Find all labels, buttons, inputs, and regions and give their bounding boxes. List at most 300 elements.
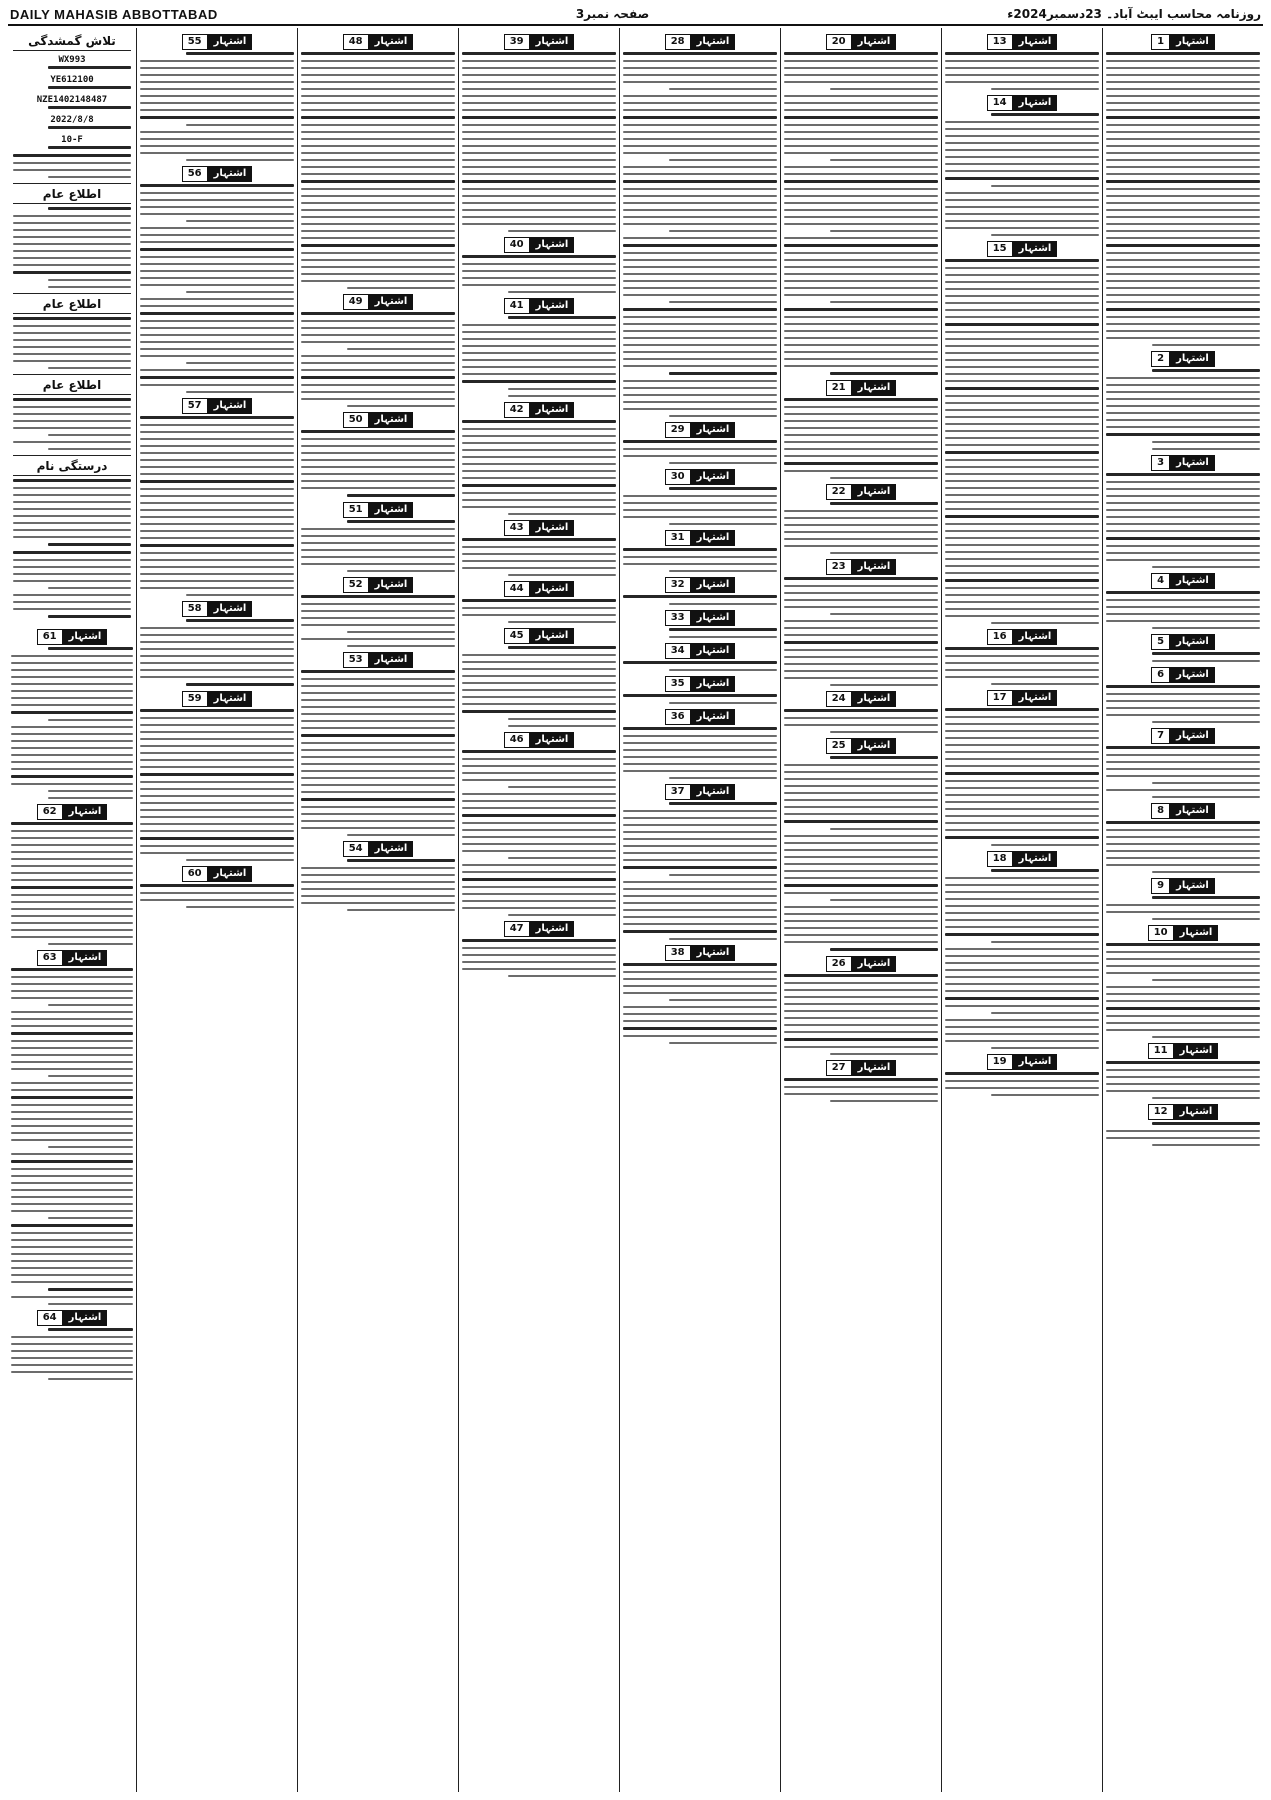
masthead: [8, 6, 1263, 26]
ad-number-tab: [826, 559, 897, 575]
text-line: [301, 563, 455, 565]
column-3: [780, 28, 941, 1792]
text-line: [140, 452, 294, 454]
text-line: [11, 733, 133, 735]
text-line: [991, 622, 1099, 624]
ad-label: اشتہار: [530, 732, 575, 748]
text-line: [784, 406, 938, 408]
ad-heading: [1106, 667, 1260, 683]
text-line: [623, 180, 777, 183]
ad-number: 27: [826, 1060, 852, 1076]
text-line: [991, 88, 1099, 90]
text-line: [784, 849, 938, 851]
ad-number-tab: [826, 34, 897, 50]
text-line: [301, 280, 455, 282]
ad-heading: [301, 34, 455, 50]
ad-number-tab: [665, 422, 736, 438]
text-line: [945, 359, 1099, 361]
text-line: [784, 577, 938, 580]
text-line: [623, 337, 777, 339]
ad-number-tab: [987, 690, 1058, 706]
ad-number-tab: [987, 241, 1058, 257]
text-line: [623, 881, 777, 883]
text-line: [462, 52, 616, 55]
text-line: [1106, 166, 1260, 168]
text-line: [11, 1232, 133, 1234]
ad-label: اشتہار: [852, 738, 897, 754]
ad-label: اشتہار: [691, 784, 736, 800]
text-line: [784, 620, 938, 622]
text-line: [623, 109, 777, 111]
text-line: [1152, 448, 1260, 450]
ad-heading: [623, 422, 777, 438]
ad-number: 51: [343, 502, 369, 518]
ad-heading: [623, 610, 777, 626]
ad-body: [623, 487, 777, 525]
text-line: [945, 135, 1099, 137]
text-line: [945, 716, 1099, 718]
ad-heading: [1106, 803, 1260, 819]
text-line: [462, 180, 616, 183]
text-line: [784, 806, 938, 808]
text-line: [830, 756, 938, 759]
text-line: [301, 159, 455, 161]
text-line: [784, 330, 938, 332]
text-line: [462, 907, 616, 909]
text-line: [623, 502, 777, 504]
text-line: [623, 209, 777, 211]
text-line: [945, 594, 1099, 596]
text-line: [11, 775, 133, 778]
text-line: [1106, 1130, 1260, 1132]
text-line: [13, 420, 131, 422]
text-line: [301, 252, 455, 254]
text-line: [784, 799, 938, 801]
ad-number-tab: [665, 469, 736, 485]
ad-number-tab: [182, 34, 253, 50]
text-line: [11, 1260, 133, 1262]
text-line: [623, 365, 777, 367]
text-line: [347, 909, 455, 911]
ad-heading: [462, 237, 616, 253]
ad-number: 58: [182, 601, 208, 617]
ad-number: 38: [665, 945, 691, 961]
text-line: [1106, 405, 1260, 407]
text-line: [140, 717, 294, 719]
notice-code: WX993: [58, 55, 86, 65]
text-line: [140, 102, 294, 104]
text-line: [784, 717, 938, 719]
text-line: [11, 1061, 133, 1063]
text-line: [301, 528, 455, 530]
text-line: [1106, 559, 1260, 561]
text-line: [301, 124, 455, 126]
ad-heading: [784, 956, 938, 972]
text-line: [11, 1210, 133, 1212]
text-line: [784, 280, 938, 282]
text-line: [140, 248, 294, 251]
ad-number: 9: [1151, 878, 1170, 894]
text-line: [301, 549, 455, 551]
text-line: [301, 556, 455, 558]
ad-label: اشتہار: [369, 502, 414, 518]
text-line: [140, 781, 294, 783]
text-line: [347, 520, 455, 523]
text-line: [140, 473, 294, 475]
text-line: [1106, 216, 1260, 218]
text-line: [48, 719, 133, 721]
text-line: [784, 124, 938, 126]
text-line: [301, 152, 455, 154]
text-line: [945, 801, 1099, 803]
text-line: [1106, 391, 1260, 393]
text-line: [347, 859, 455, 862]
notice-text: [13, 146, 131, 149]
text-line: [669, 88, 777, 90]
text-line: [301, 88, 455, 90]
text-line: [11, 1182, 133, 1184]
text-line: [48, 1004, 133, 1006]
text-line: [623, 895, 777, 897]
ad-number: 55: [182, 34, 208, 50]
text-line: [462, 538, 616, 541]
ad-heading: [1106, 634, 1260, 650]
text-line: [623, 223, 777, 225]
text-line: [462, 60, 616, 62]
ad-heading: [301, 841, 455, 857]
text-line: [830, 899, 938, 901]
text-line: [1106, 1083, 1260, 1085]
text-line: [945, 551, 1099, 553]
text-line: [623, 287, 777, 289]
text-line: [13, 325, 131, 327]
text-line: [623, 963, 777, 966]
text-line: [784, 892, 938, 894]
text-line: [945, 366, 1099, 368]
text-line: [991, 869, 1099, 872]
ad-label: اشتہار: [691, 34, 736, 50]
text-line: [11, 683, 133, 685]
text-line: [1106, 323, 1260, 325]
text-line: [669, 462, 777, 464]
text-line: [301, 699, 455, 701]
text-line: [784, 1086, 938, 1088]
text-line: [1106, 223, 1260, 225]
text-line: [1152, 871, 1260, 873]
text-line: [623, 195, 777, 197]
text-line: [945, 558, 1099, 560]
text-line: [945, 227, 1099, 229]
text-line: [508, 316, 616, 319]
ad-body: [1106, 1061, 1260, 1099]
text-line: [945, 295, 1099, 297]
text-line: [462, 567, 616, 569]
text-line: [784, 441, 938, 443]
text-line: [1106, 81, 1260, 83]
ad-label: اشتہار: [691, 577, 736, 593]
text-line: [784, 663, 938, 665]
text-line: [13, 222, 131, 224]
text-line: [140, 795, 294, 797]
ad-number-tab: [343, 841, 414, 857]
ad-body: [784, 502, 938, 554]
text-line: [623, 824, 777, 826]
ad-heading: [784, 691, 938, 707]
text-line: [11, 1111, 133, 1113]
text-line: [301, 770, 455, 772]
text-line: [1106, 911, 1260, 913]
text-line: [623, 1027, 777, 1030]
text-line: [945, 206, 1099, 208]
ad-number-tab: [37, 950, 108, 966]
text-line: [623, 387, 777, 389]
text-line: [301, 376, 455, 379]
text-line: [945, 912, 1099, 914]
ad-number-tab: [343, 502, 414, 518]
text-line: [462, 428, 616, 430]
text-line: [11, 1224, 133, 1227]
text-line: [140, 544, 294, 547]
text-line: [669, 777, 777, 779]
ad-number-tab: [665, 610, 736, 626]
text-line: [140, 131, 294, 133]
ad-number-tab: [1151, 351, 1215, 367]
text-line: [1106, 972, 1260, 974]
text-line: [301, 624, 455, 626]
ad-number: 30: [665, 469, 691, 485]
text-line: [11, 697, 133, 699]
text-line: [462, 373, 616, 375]
text-line: [1106, 173, 1260, 175]
ad-number: 2: [1151, 351, 1170, 367]
text-line: [11, 997, 133, 999]
text-line: [462, 456, 616, 458]
text-line: [11, 922, 133, 924]
text-line: [623, 1035, 777, 1037]
text-line: [784, 1017, 938, 1019]
text-line: [945, 508, 1099, 510]
ad-body: [784, 577, 938, 686]
text-line: [623, 330, 777, 332]
text-line: [945, 601, 1099, 603]
text-line: [784, 906, 938, 908]
text-line: [140, 816, 294, 818]
ad-body: [11, 1328, 133, 1380]
text-line: [784, 173, 938, 175]
text-line: [140, 892, 294, 894]
text-line: [784, 60, 938, 62]
text-line: [13, 264, 131, 266]
text-line: [669, 372, 777, 375]
text-line: [462, 696, 616, 698]
ad-body: [1106, 746, 1260, 798]
text-line: [623, 735, 777, 737]
ad-heading: [784, 34, 938, 50]
text-line: [11, 1125, 133, 1127]
text-line: [301, 237, 455, 239]
ad-heading: [623, 676, 777, 692]
divider: [13, 293, 131, 294]
text-line: [301, 784, 455, 786]
text-line: [13, 573, 131, 575]
text-line: [623, 763, 777, 765]
text-line: [462, 675, 616, 677]
text-line: [784, 420, 938, 422]
text-line: [945, 544, 1099, 546]
text-line: [13, 559, 131, 561]
text-line: [784, 166, 938, 168]
text-line: [13, 601, 131, 603]
text-line: [1152, 1122, 1260, 1125]
text-line: [784, 510, 938, 512]
text-line: [140, 192, 294, 194]
ad-number: 41: [504, 298, 530, 314]
ad-number: 33: [665, 610, 691, 626]
divider: [13, 183, 131, 184]
text-line: [301, 720, 455, 722]
ad-heading: [1106, 351, 1260, 367]
text-line: [991, 1047, 1099, 1049]
ad-number-tab: [665, 945, 736, 961]
ad-heading: [301, 502, 455, 518]
text-line: [945, 836, 1099, 839]
text-line: [48, 1146, 133, 1148]
text-line: [140, 724, 294, 726]
ad-label: اشتہار: [530, 402, 575, 418]
text-line: [945, 128, 1099, 130]
text-line: [623, 202, 777, 204]
text-line: [1106, 152, 1260, 154]
text-line: [669, 1042, 777, 1044]
text-line: [1106, 188, 1260, 190]
ad-body: [462, 750, 616, 916]
text-line: [301, 756, 455, 758]
text-line: [784, 599, 938, 601]
ad-number: 18: [987, 851, 1013, 867]
text-line: [1106, 613, 1260, 615]
ad-label: اشتہار: [530, 628, 575, 644]
text-line: [301, 670, 455, 673]
text-line: [945, 220, 1099, 222]
text-line: [1106, 958, 1260, 960]
text-line: [1106, 591, 1260, 594]
text-line: [301, 131, 455, 133]
text-line: [13, 608, 131, 610]
text-line: [301, 398, 455, 400]
text-line: [945, 808, 1099, 810]
text-line: [140, 384, 294, 386]
text-line: [1106, 843, 1260, 845]
text-line: [13, 154, 131, 157]
text-line: [945, 409, 1099, 411]
notice-text: [13, 317, 131, 369]
text-line: [140, 305, 294, 307]
text-line: [462, 836, 616, 838]
text-line: [140, 270, 294, 272]
text-line: [945, 565, 1099, 567]
text-line: [945, 751, 1099, 753]
text-line: [830, 301, 938, 303]
ad-body: [301, 520, 455, 572]
text-line: [140, 662, 294, 664]
text-line: [1106, 537, 1260, 540]
text-line: [462, 463, 616, 465]
text-line: [140, 438, 294, 440]
text-line: [945, 288, 1099, 290]
text-line: [11, 1196, 133, 1198]
ad-number-tab: [343, 34, 414, 50]
text-line: [623, 509, 777, 511]
text-line: [462, 939, 616, 942]
text-line: [48, 647, 133, 650]
text-line: [1106, 986, 1260, 988]
text-line: [623, 838, 777, 840]
text-line: [140, 530, 294, 532]
ad-heading: [784, 484, 938, 500]
ad-body: [1106, 52, 1260, 346]
text-line: [301, 259, 455, 261]
text-line: [1106, 1137, 1260, 1139]
text-line: [1106, 714, 1260, 716]
text-line: [11, 669, 133, 671]
ad-number: 40: [504, 237, 530, 253]
text-line: [830, 731, 938, 733]
text-line: [140, 899, 294, 901]
text-line: [301, 116, 455, 119]
ad-label: اشتہار: [691, 676, 736, 692]
ad-body: [1106, 896, 1260, 920]
ad-body: [11, 822, 133, 945]
ad-label: اشتہار: [691, 945, 736, 961]
text-line: [1106, 294, 1260, 296]
text-line: [11, 1168, 133, 1170]
text-line: [623, 440, 777, 443]
text-line: [462, 95, 616, 97]
text-line: [462, 668, 616, 670]
ad-number: 11: [1148, 1043, 1174, 1059]
ad-body: [945, 1072, 1099, 1096]
text-line: [945, 515, 1099, 518]
text-line: [140, 759, 294, 761]
text-line: [462, 807, 616, 809]
text-line: [462, 449, 616, 451]
text-line: [13, 479, 131, 482]
text-line: [623, 595, 777, 598]
text-line: [1106, 1015, 1260, 1017]
text-line: [945, 352, 1099, 354]
ad-number-tab: [37, 629, 108, 645]
ad-number: 1: [1151, 34, 1170, 50]
text-line: [945, 933, 1099, 936]
text-line: [1106, 301, 1260, 303]
text-line: [11, 865, 133, 867]
text-line: [11, 894, 133, 896]
text-line: [945, 423, 1099, 425]
text-line: [1106, 1090, 1260, 1092]
text-line: [301, 610, 455, 612]
notice-text: [13, 126, 131, 129]
text-line: [1106, 74, 1260, 76]
text-line: [623, 971, 777, 973]
text-line: [623, 124, 777, 126]
text-line: [1106, 707, 1260, 709]
notice-text: [13, 398, 131, 450]
text-line: [1152, 344, 1260, 346]
text-line: [945, 149, 1099, 151]
text-line: [784, 223, 938, 225]
ad-label: اشتہار: [530, 921, 575, 937]
ad-number-tab: [37, 804, 108, 820]
